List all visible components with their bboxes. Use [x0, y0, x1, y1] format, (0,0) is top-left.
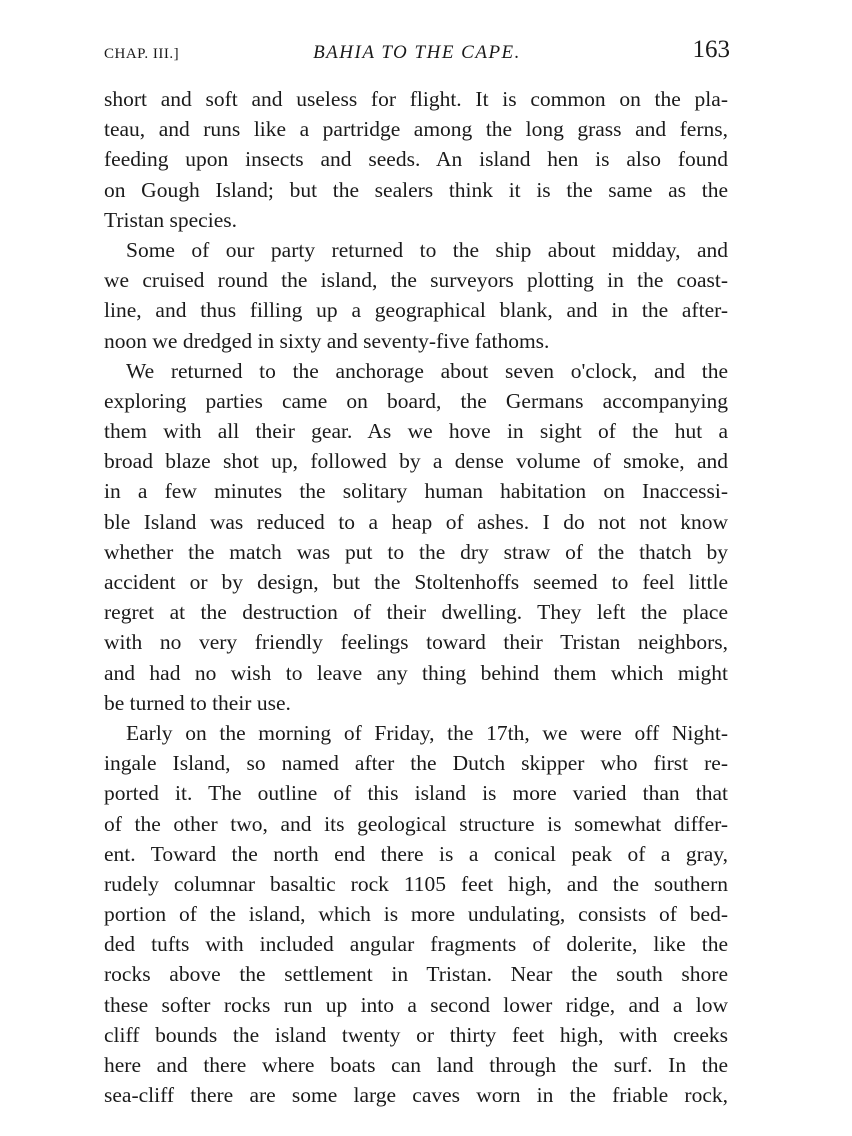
text-line: ent. Toward the north end there is a conical peak of a gray,	[104, 841, 728, 866]
page-number: 163	[692, 36, 730, 63]
text-line: ded tufts with included angular fragments of dolerite, like the	[104, 932, 728, 957]
text-line: short and soft and useless for flight. It is common on the pla-	[104, 87, 728, 111]
text-line: accident or by design, but the Stoltenhoffs seemed to feel little	[104, 570, 728, 594]
text-line: Early on the morning of Friday, the 17th, we were off Night-	[126, 720, 728, 745]
text-line: teau, and runs like a partridge among the long grass and ferns,	[104, 117, 728, 142]
text-line: feeding upon insects and seeds. An island hen is also found	[104, 147, 728, 172]
text-line: these softer rocks run up into a second lower ridge, and a low	[104, 992, 728, 1017]
text-line: Some of our party returned to the ship about midday, and	[126, 237, 728, 262]
text-line: rocks above the settlement in Tristan. Near the south shore	[104, 962, 728, 987]
text-line: noon we dredged in sixty and seventy-five fathoms.	[104, 328, 550, 353]
text-line: Tristan species.	[104, 207, 237, 232]
text-line: we cruised round the island, the surveyors plotting in the coast-	[104, 268, 728, 293]
text-line: rudely columnar basaltic rock 1105 feet high, and the southern	[104, 871, 728, 896]
text-line: on Gough Island; but the sealers think it is the same as the	[104, 177, 728, 202]
text-line: We returned to the anchorage about seven o'clock, and the	[126, 358, 728, 383]
text-line: regret at the destruction of their dwelling. They left the place	[104, 600, 728, 625]
text-line: here and there where boats can land through the surf. In the	[104, 1053, 728, 1077]
text-line: of the other two, and its geological structure is somewhat differ-	[104, 811, 728, 836]
text-line: sea-cliff there are some large caves worn in the friable rock,	[104, 1083, 728, 1108]
chapter-label: CHAP. III.]	[104, 46, 180, 62]
text-line: exploring parties came on board, the Germans accompanying	[104, 388, 728, 413]
text-line: and had no wish to leave any thing behind them which might	[104, 660, 728, 685]
text-line: with no very friendly feelings toward their Tristan neighbors,	[104, 630, 728, 655]
text-line: in a few minutes the solitary human habitation on Inaccessi-	[104, 479, 728, 504]
text-line: ingale Island, so named after the Dutch skipper who first re-	[104, 751, 728, 776]
text-line: cliff bounds the island twenty or thirty feet high, with creeks	[104, 1022, 728, 1047]
text-line: portion of the island, which is more undulating, consists of bed-	[104, 902, 728, 927]
text-line: whether the match was put to the dry straw of the thatch by	[104, 539, 728, 564]
text-line: broad blaze shot up, followed by a dense volume of smoke, and	[104, 449, 728, 474]
text-line: be turned to their use.	[104, 690, 291, 715]
body-text	[104, 84, 728, 1110]
text-line: ble Island was reduced to a heap of ashes. I do not not know	[104, 509, 728, 534]
text-line: ported it. The outline of this island is more varied than that	[104, 781, 728, 806]
text-line: line, and thus filling up a geographical blank, and in the after-	[104, 298, 728, 323]
text-line: them with all their gear. As we hove in sight of the hut a	[104, 419, 728, 444]
running-head	[104, 36, 730, 70]
running-title: BAHIA TO THE CAPE.	[313, 42, 521, 63]
